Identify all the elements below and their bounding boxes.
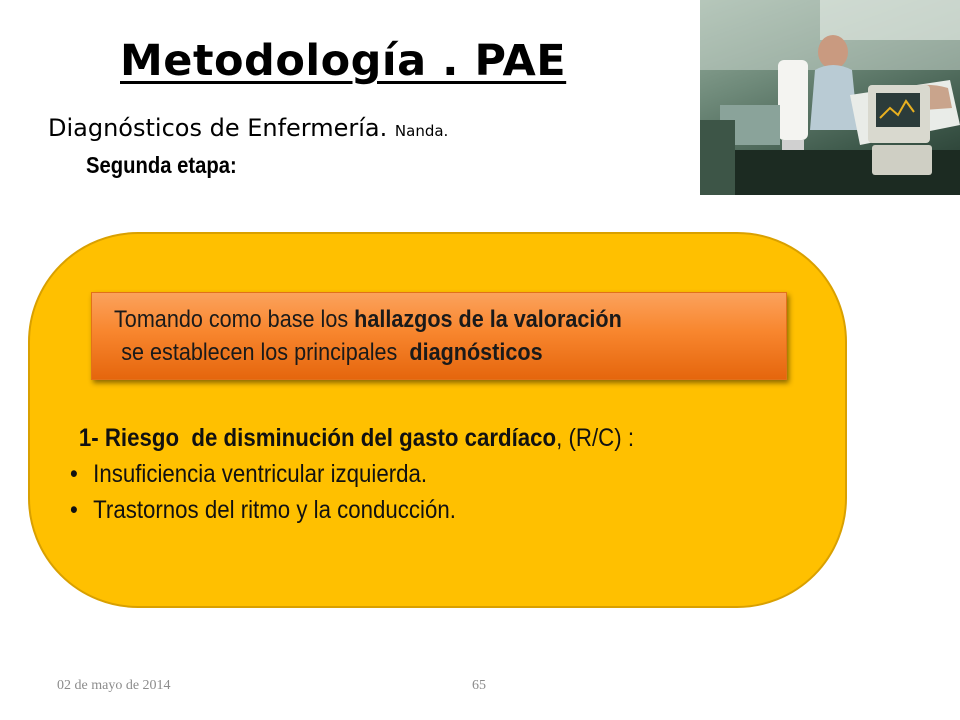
subtitle-main: Diagnósticos de Enfermería. <box>48 114 388 142</box>
list-item <box>70 456 634 492</box>
bullet-icon: • <box>70 496 78 524</box>
banner-text <box>114 303 708 369</box>
page-number: 65 <box>472 678 486 693</box>
banner-line-1 <box>114 303 708 336</box>
slide-subtitle <box>48 114 448 142</box>
list-item-text: Insuficiencia ventricular izquierda. <box>93 460 428 488</box>
subtitle-small: Nanda. <box>394 122 449 140</box>
diagnosis-heading-bold: 1- Riesgo de disminución del gasto cardíaco <box>78 424 557 452</box>
banner-line-1-prefix: Tomando como base los <box>114 306 355 333</box>
diagnosis-heading-rest: , (R/C) : <box>556 424 635 452</box>
diagnosis-list <box>70 420 634 528</box>
footer-date: 02 de mayo de 2014 <box>57 678 171 693</box>
list-item-text: Trastornos del ritmo y la conducción. <box>93 496 456 524</box>
icu-photo-illustration <box>700 0 960 195</box>
slide-title: Metodología . PAE <box>120 36 567 86</box>
bullet-icon: • <box>70 460 78 488</box>
banner-line-2 <box>114 336 708 369</box>
banner-line-2-bold: diagnósticos <box>409 339 543 366</box>
list-item <box>70 492 634 528</box>
diagnosis-heading <box>70 420 634 456</box>
banner-line-1-bold: hallazgos de la valoración <box>354 306 622 333</box>
icu-photo <box>700 0 960 195</box>
banner-line-2-prefix: se establecen los principales <box>121 339 410 366</box>
stage-label: Segunda etapa: <box>86 152 237 178</box>
